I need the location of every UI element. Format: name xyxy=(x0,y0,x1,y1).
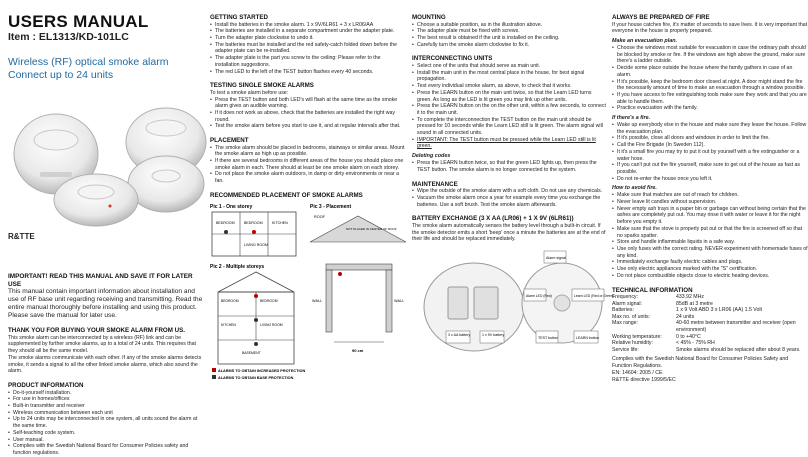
list-item: • Wireless communication between each unit xyxy=(8,410,204,417)
testing-intro: To test a smoke alarm before use: xyxy=(210,89,289,96)
room-label: BEDROOM xyxy=(221,299,239,304)
testing-heading: TESTING SINGLE SMOKE ALARMS xyxy=(210,82,314,90)
room-label: KITCHEN xyxy=(221,323,236,328)
placement-diagrams xyxy=(210,202,406,387)
list-item: • Practice evacuation with the family. xyxy=(612,105,808,112)
list-item: • The best result is obtained if the unit is installed on the ceiling. xyxy=(412,35,606,42)
maintenance-heading: MAINTENANCE xyxy=(412,180,458,188)
spec-value: 0 to +40°C xyxy=(676,333,701,340)
list-item: • Immediately exchange faulty electric cables and plugs. xyxy=(612,259,808,266)
list-item: • Select one of the units that should serve as main unit. xyxy=(412,63,606,70)
list-item: • If there are several bedrooms in different areas of the house you should place one smoke alarm in each. There should at least be one smoke alarm on each storey. xyxy=(210,158,406,171)
column-1 xyxy=(0,0,206,456)
list-item: • Do-it-yourself installation. xyxy=(8,390,204,397)
list-item: • Store and handle inflammable liquids in a safe way. xyxy=(612,239,808,246)
avoid-heading: How to avoid fire. xyxy=(612,185,657,192)
prepared-intro: If your house catches fire, it's matter of seconds to save lives. It is very important that everyone in the house is properly prepared. xyxy=(612,21,808,35)
table-row xyxy=(612,301,808,308)
table-row xyxy=(612,334,808,341)
list-item: • If it's possible, close all doors and windows in order to limit the fire. xyxy=(612,135,808,142)
list-item: • To complete the interconnection the TEST button on the main unit should be pressed for 10 seconds while the Learn LED still is lit green. The alarm signal will sound in all connected units. xyxy=(412,117,606,137)
subtitle-line-2: Connect up to 24 units xyxy=(8,69,114,81)
getting-started-heading: GETTING STARTED xyxy=(210,14,268,21)
table-row xyxy=(612,307,808,314)
placement-list xyxy=(210,145,406,185)
alarm-marker xyxy=(224,230,228,234)
aa-battery-label: 3 x AA battery xyxy=(448,332,471,337)
room-label: BEDROOM xyxy=(244,221,263,226)
list-item: • Install the batteries in the smoke alarm. 1 x 9V/6LR61 + 3 x LR06/AA xyxy=(210,22,406,29)
spec-value: < 45% - 75% RH xyxy=(676,340,715,347)
thanks-text-2: The smoke alarms communicate with each other. If any of the smoke alarms detects smoke, it sends a signal to all the other linked smoke alarms, which also sound the alarm. xyxy=(8,354,202,375)
learn-led-label: Learn LED (Red or Green) xyxy=(574,293,614,298)
list-item: • Wipe the outside of the smoke alarm with a soft cloth. Do not use any chemicals. xyxy=(412,188,606,195)
spec-value: Smoke alarms should be replaced after about 8 years. xyxy=(676,346,801,353)
testing-list xyxy=(210,97,406,131)
manual-title: USERS MANUAL xyxy=(8,12,149,31)
maintenance-list xyxy=(412,188,606,208)
alarm-led-label: Alarm LED (Red) xyxy=(526,293,552,298)
list-item: • Never empty ash trays in a paper bin or garbage can without being certain that the ashes are completely put out. You may rinse it with water or leave it for the night before you empty it. xyxy=(612,206,808,226)
deleting-list xyxy=(412,160,606,173)
deleting-heading: Deleting codes xyxy=(412,153,451,160)
list-item: • If you can't put out the fire yourself, make sure to get out of the house as fast as possible. xyxy=(612,162,808,175)
list-item: • Decide some place outside the house where the family gathers in case of an alarm. xyxy=(612,65,808,78)
room-label: BEDROOM xyxy=(216,221,235,226)
evac-heading: Make an evacuation plan. xyxy=(612,38,678,44)
list-item: • User manual. xyxy=(8,437,204,444)
interconnect-heading: INTERCONNECTING UNITS xyxy=(412,55,493,63)
pic3-label: Pic 3 - Placement xyxy=(310,204,352,211)
list-item: • Use only fuses with the correct rating. NEVER experiment with homemade fuses of any kind. xyxy=(612,246,808,259)
nine-volt-label: 1 x 9V battery xyxy=(482,332,505,337)
spec-key: Service life: xyxy=(612,346,639,353)
column-2 xyxy=(210,0,406,443)
thanks-heading: THANK YOU FOR BUYING YOUR SMOKE ALARM FROM US. xyxy=(8,327,185,335)
aa-battery-slot xyxy=(448,287,468,319)
spec-key: Max range: xyxy=(612,320,638,327)
alarm-marker xyxy=(254,318,258,322)
list-item: • If it does not work as above, check that the batteries are installed the right way round. xyxy=(210,110,406,123)
spec-value: 433.92 MHz xyxy=(676,294,704,301)
list-item: • Press the LEARN button on the on the other unit, within a few seconds, to connect it to the main unit. xyxy=(412,103,606,116)
list-item: • Choose the windows most suitable for evacuation in case the ordinary path should be blocked by smoke or fire. If the windows are high above the ground, make sure there's a ladder outside. xyxy=(612,45,808,65)
wall-label: WALL xyxy=(312,299,323,304)
list-item: • Do not re-enter the house once you left it. xyxy=(612,176,808,183)
learn-button-label: LEARN button xyxy=(576,335,599,340)
test-button-label: TEST button xyxy=(538,335,559,340)
battery-text: The smoke alarm automatically senses the battery level through a built-in circuit. If the smoke detector emits a short 'beep' once a minute the batteries are at the end of their life and should be replaced immediately. xyxy=(412,222,606,243)
list-item: • Turn the adapter plate clockwise to undo it. xyxy=(210,35,406,42)
spec-key: Max no. of units: xyxy=(612,313,651,320)
technical-table xyxy=(612,294,808,353)
battery-diagram xyxy=(412,247,614,357)
complies-text: Complies with the Swedish National Board for Consumer Policies Safety and Function Regulations. xyxy=(612,356,789,370)
smoke-alarm-product-image xyxy=(6,84,206,234)
spec-key: Working temperature: xyxy=(612,333,662,340)
list-item: • The adapter plate is the part you screw to the ceiling: Please refer to the installation suggestions. xyxy=(210,55,406,68)
list-item: • Press the TEST button and both LED's will flash at the same time as the smoke alarm gives an audible warning. xyxy=(210,97,406,110)
placement-diagram xyxy=(210,202,406,382)
list-item: • It it's a small fire you may try to put it out by yourself with a fire extinguisher or a water hose. xyxy=(612,149,808,162)
mounting-heading: MOUNTING xyxy=(412,14,446,21)
avoid-list xyxy=(612,192,808,279)
battery-heading: BATTERY EXCHANGE (3 X AA (LR06) + 1 X 9V (6LR61)) xyxy=(412,215,574,223)
list-item: • Up to 24 units may be interconnected in one system, all units sound the alarm at the same time. xyxy=(8,416,204,429)
list-item: • The smoke alarm should be placed in bedrooms, stairways or similar areas. Mount the smoke alarm as high up as possible. xyxy=(210,145,406,158)
important-note: • IMPORTANT: The TEST button must be pressed while the Learn LED still is lit green. xyxy=(412,137,606,150)
prepared-heading: ALWAYS BE PREPARED OF FIRE xyxy=(612,14,710,21)
getting-started-list xyxy=(210,22,406,76)
spec-key: Batteries: xyxy=(612,307,634,314)
spec-key: Alarm signal: xyxy=(612,300,642,307)
list-item: • Install the main unit in the most central place in the house, for best signal propagation. xyxy=(412,70,606,83)
table-row xyxy=(612,320,808,333)
list-item: • The batteries are installed in a separate compartment under the adapter plate. xyxy=(210,28,406,35)
product-info-list xyxy=(8,390,204,457)
wall-label: WALL xyxy=(394,299,405,304)
table-row xyxy=(612,347,808,354)
important-text: This manual contain important information about installation and use of RF base unit regarding receiving and transmitting. Read the entire manual thoroughly before installing and using this product. Please save the manual for later use. xyxy=(8,288,203,320)
table-row xyxy=(612,294,808,301)
list-item: • The adapter plate must be fixed with screws. xyxy=(412,28,606,35)
table-row xyxy=(612,340,808,347)
list-item: • Choose a suitable position, as in the illustration above. xyxy=(412,22,606,29)
list-item: • Make sure that the stove is properly put out or that the fire is screened off so that no sparks spatter. xyxy=(612,226,808,239)
rtte-logo: R&TTE xyxy=(8,232,35,241)
interconnect-list xyxy=(412,63,606,150)
room-label: BASEMENT xyxy=(242,351,261,356)
alarm-marker xyxy=(254,342,258,346)
column-3 xyxy=(412,0,614,443)
list-item: • Complies with the Swedish National Board for Consumer Policies safety and function regulations. xyxy=(8,443,204,456)
item-number: Item : EL1313/KD-101LC xyxy=(8,31,129,43)
evac-list xyxy=(612,45,808,112)
list-item: • Press the LEARN button on the main unit twice, so that the Learn LED turns green. As long as the LED is lit green you may link up other units. xyxy=(412,90,606,103)
alarm-marker xyxy=(254,294,258,298)
room-label: KITCHEN xyxy=(272,221,288,226)
room-label: LIVING ROOM xyxy=(244,243,268,248)
list-item: • Call the Fire Brigade (In Sweden 112). xyxy=(612,142,808,149)
list-item: • Wake up everybody else in the house and make sure they leave the house. Follow the evacuation plan. xyxy=(612,122,808,135)
technical-heading: TECHNICAL INFORMATION xyxy=(612,286,693,294)
list-item: • If it's possible, keep the bedroom door closed at night. A door might stand the fire the necessarily amount of time to make an evacuation through a window possible. xyxy=(612,79,808,92)
legend-increased: ALARMS TO OBTAIN INCREASED PROTECTION xyxy=(218,369,306,374)
rtte-directive: R&TTE directive 1999/5/EC xyxy=(612,376,676,383)
spec-value: 40-60 metre between transmitter and receiver (open environment) xyxy=(676,320,796,334)
spec-value: 1 x 9 Volt ABD 3 x LR06 (AA) 1.5 Volt xyxy=(676,307,762,314)
list-item: • Carefully turn the smoke alarm clockwise to fix it. xyxy=(412,42,606,49)
list-item: • The red LED to the left of the TEST button flashes every 40 seconds. xyxy=(210,69,406,76)
important-heading: IMPORTANT! READ THIS MANUAL AND SAVE IT FOR LATER USE xyxy=(8,273,193,288)
spec-value: 85dB at 3 metre xyxy=(676,300,713,307)
pic1-label: Pic 1 - One storey xyxy=(210,204,253,211)
fire-list xyxy=(612,122,808,182)
alarm-signal-label: Alarm signal xyxy=(546,255,566,260)
recommended-heading: RECOMMENDED PLACEMENT OF SMOKE ALARMS xyxy=(210,191,363,199)
list-item: • Test every individual smoke alarm, as above, to check that it works. xyxy=(412,83,606,90)
list-item: • Make sure that matches are out of reach for children. xyxy=(612,192,808,199)
table-row xyxy=(612,314,808,321)
list-item: • Do not place combustible objects close to electric heating devices. xyxy=(612,273,808,280)
list-item: • For use in homes/offices xyxy=(8,396,204,403)
product-info-heading: PRODUCT INFORMATION xyxy=(8,382,84,389)
en-standard: EN: 14604: 2005 / CE xyxy=(612,369,663,376)
legend-base: ALARMS TO OBTAIN BASE PROTECTION xyxy=(218,376,294,381)
intro-section xyxy=(8,268,204,457)
alarm-marker xyxy=(252,230,256,234)
spec-key: Frequency: xyxy=(612,294,638,301)
list-item: • Self-teaching code system. xyxy=(8,430,204,437)
column-4 xyxy=(612,0,808,443)
spec-key: Relative humidity: xyxy=(612,340,653,347)
list-item: • Use only electric appliances marked with the "S" certification. xyxy=(612,266,808,273)
thanks-text-1: This smoke alarm can be interconnected by a wireless (RF) link and can be supplemented by further smoke alarms, up to a total of 24 units. This requires that they should all be the same model. xyxy=(8,334,196,355)
list-item: • Test the smoke alarm before you start to use it, and at regular intervals after that. xyxy=(210,123,406,130)
roof-label: ROOF xyxy=(314,215,325,220)
list-item: • Do not place the smoke alarm outdoors, in damp or dirty environments or near a fan. xyxy=(210,171,406,184)
pic2-label: Pic 2 - Multiple storeys xyxy=(210,264,265,271)
subtitle-line-1: Wireless (RF) optical smoke alarm xyxy=(8,56,169,68)
list-item: • Vacuum the smoke alarm once a year for example every time you exchange the batteries. Use a soft brush. Test the smoke alarm afterwards. xyxy=(412,195,606,208)
fire-heading: If there's a fire. xyxy=(612,115,651,122)
legend-swatch xyxy=(212,368,216,372)
list-item: • Press the LEARN button twice, so that the green LED lights up, then press the TEST button. The smoke alarm is no longer connected to the system. xyxy=(412,160,606,173)
placement-heading: PLACEMENT xyxy=(210,137,249,145)
list-item: • The batteries must be installed and the red safety-catch folded down before the adapter plate can be re-installed. xyxy=(210,42,406,55)
nine-volt-battery-slot xyxy=(474,287,498,319)
room-label: LIVING ROOM xyxy=(260,323,283,328)
legend-swatch xyxy=(212,375,216,379)
list-item: • Never leave lit candles without supervision. xyxy=(612,199,808,206)
mounting-list xyxy=(412,22,606,49)
spec-value: 24 units xyxy=(676,313,695,320)
list-item: • If you have access to fire extinguishing tools make sure they work and that you are able to handle them. xyxy=(612,92,808,105)
not-placed-label: NOT PLACED IN CENTER OF ROOF xyxy=(346,227,397,232)
room-label: BEDROOM xyxy=(260,299,278,304)
list-item: • Built-in transmitter and receiver xyxy=(8,403,204,410)
alarm-marker xyxy=(338,272,342,276)
dimension-label: 90 cm xyxy=(352,348,364,354)
